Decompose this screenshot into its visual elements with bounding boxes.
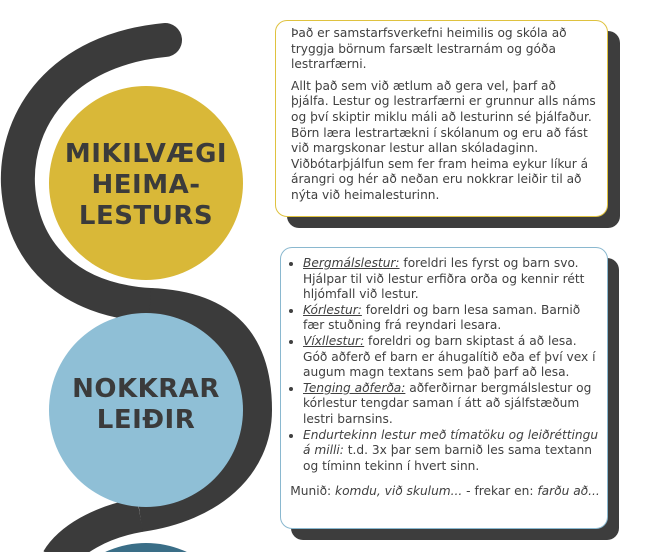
method-item xyxy=(303,334,601,381)
method-item xyxy=(303,381,601,428)
importance-text-card xyxy=(275,20,608,217)
reminder-phrase-good: komdu, við skulum... xyxy=(335,484,463,499)
intro-paragraph: Það er samstarfsverkefni heimilis og skóla að tryggja börnum farsælt lestrarnám og góða lestrarfærni. xyxy=(291,26,567,72)
method-term: Kórlestur: xyxy=(303,302,362,317)
method-term: Endurtekinn lestur með tímatöku og leiðréttingu á milli: xyxy=(303,427,599,458)
method-item xyxy=(303,428,601,475)
heading-line: LEIÐIR xyxy=(96,405,196,435)
method-description: foreldri les fyrst og barn svo. Hjálpar til við lestur erfiðra orða og kennir rétt hljómfall við lestur. xyxy=(303,256,585,302)
reminder-phrase-avoid: farðu að... xyxy=(537,484,600,499)
method-description: foreldri og barn skiptast á að lesa. Góð aðferð ef barn er áhugalítið eða ef því vex í augum magn textans sem það þarf að lesa. xyxy=(303,333,596,380)
method-item xyxy=(303,256,601,303)
reminder-prefix: Munið: xyxy=(290,484,336,499)
method-description: foreldri og barn lesa saman. Barnið fær stuðning frá reyndari lesara. xyxy=(303,302,581,333)
heading-line: LESTURS xyxy=(78,200,214,231)
method-description: t.d. 3x þar sem barnið les sama textann og tíminn tekinn í hvert sinn. xyxy=(303,443,592,473)
body-paragraph: Allt það sem við ætlum að gera vel, þarf að þjálfa. Lestur og lestrarfærni er grunnur alls náms og því skiptir miklu máli að lesturinn sé þjálfaður. Börn læra lestrartækni í skólanum og eru að fást við margskonar lestur allan skóladaginn. Viðbótarþjálfun sem fer fram heima eykur líkur á árangri og hér að neðan eru nokkrar leiðir til að nýta við heimalesturinn. xyxy=(291,78,596,202)
heading-line: NOKKRAR xyxy=(72,374,220,404)
heading-heimalestur xyxy=(48,135,244,235)
heading-line: HEIMA- xyxy=(91,169,201,200)
heading-nokkrar-leidir xyxy=(48,370,244,440)
heading-line: MIKILVÆGI xyxy=(64,138,228,169)
reminder-note xyxy=(289,484,601,500)
methods-card xyxy=(280,247,608,529)
method-term: Víxllestur: xyxy=(303,333,365,348)
reminder-middle: - frekar en: xyxy=(462,484,538,499)
method-term: Bergmálslestur: xyxy=(303,256,400,270)
methods-list xyxy=(289,256,601,474)
method-term: Tenging aðferða: xyxy=(303,380,406,395)
method-description: aðferðirnar bergmálslestur og kórlestur tengdar saman í átt að sjálfstæðum lestri barnsins. xyxy=(303,380,592,426)
method-item xyxy=(303,303,601,334)
